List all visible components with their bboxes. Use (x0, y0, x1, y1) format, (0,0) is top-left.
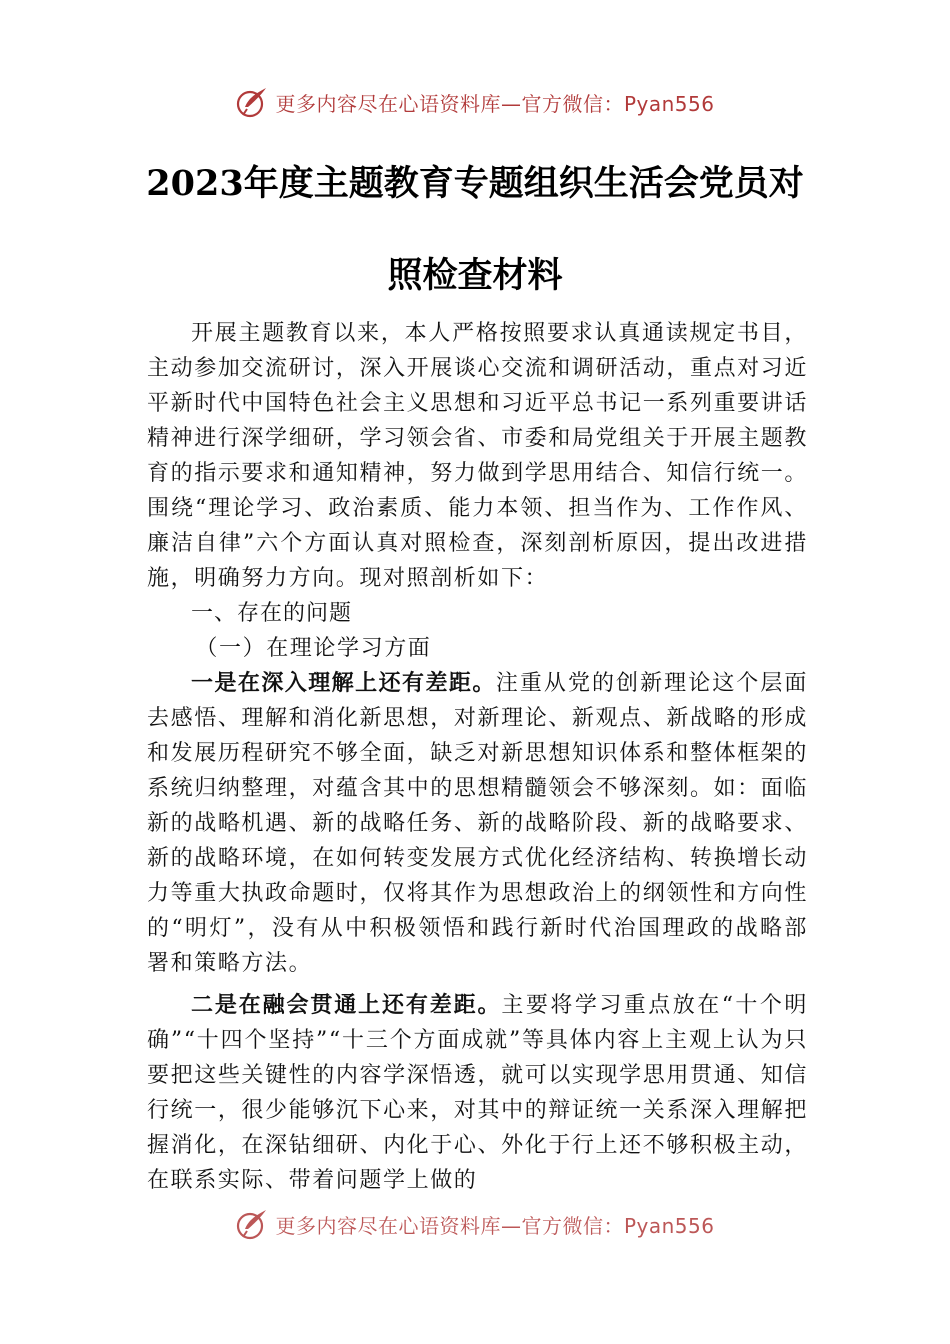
quill-logo-icon (235, 85, 269, 119)
quill-logo-icon (235, 1207, 269, 1241)
point-body: 主要将学习重点放在“十个明确”“十四个坚持”“十三个方面成就”等具体内容上主观上认为只要把这些关键性的内容学深悟透，就可以实现学思用贯通、知信行统一，很少能够沉下心来，对其中的辩证统一关系深入理解把握消化，在深钻细研、内化于心、外化于行上还不够积极主动，在联系实际、带着问题学上做的 (147, 993, 808, 1193)
watermark-text: 更多内容尽在心语资料库—官方微信：Pyan556 (275, 1213, 715, 1238)
point-body: 注重从党的创新理论这个层面去感悟、理解和消化新思想，对新理论、新观点、新战略的形成和发展历程研究不够全面，缺乏对新思想知识体系和整体框架的系统归纳整理，对蕴含其中的思想精髓领会不够深刻。如：面临新的战略机遇、新的战略任务、新的战略阶段、新的战略要求、新的战略环境，在如何转变发展方式优化经济结构、转换增长动力等重大执政命题时，仅将其作为思想政治上的纲领性和方向性的“明灯”，没有从中积极领悟和践行新时代治国理政的战略部署和策略方法。 (147, 671, 808, 976)
intro-paragraph: 开展主题教育以来，本人严格按照要求认真通读规定书目，主动参加交流研讨，深入开展谈心交流和调研活动，重点对习近平新时代中国特色社会主义思想和习近平总书记一系列重要讲话精神进行深学细研，学习领会省、市委和局党组关于开展主题教育的指示要求和通知精神，努力做到学思用结合、知信行统一。围绕“理论学习、政治素质、能力本领、担当作为、工作作风、廉洁自律”六个方面认真对照检查，深刻剖析原因，提出改进措施，明确努力方向。现对照剖析如下： (147, 321, 808, 591)
document-title-line2: 照检查材料 (387, 255, 563, 296)
section-heading: 一、存在的问题 (191, 601, 353, 626)
point-lead: 二是在融会贯通上还有差距。 (191, 993, 502, 1018)
watermark-header (0, 82, 950, 122)
point-lead: 一是在深入理解上还有差距。 (191, 671, 496, 696)
document-title-line1: 2023年度主题教育专题组织生活会党员对 (146, 163, 804, 204)
watermark-text: 更多内容尽在心语资料库—官方微信：Pyan556 (275, 91, 715, 116)
watermark-footer (0, 1204, 950, 1244)
point-paragraph (147, 666, 808, 981)
subsection-heading: （一）在理论学习方面 (195, 636, 432, 661)
document-body (147, 316, 808, 1212)
point-paragraph (147, 988, 808, 1198)
